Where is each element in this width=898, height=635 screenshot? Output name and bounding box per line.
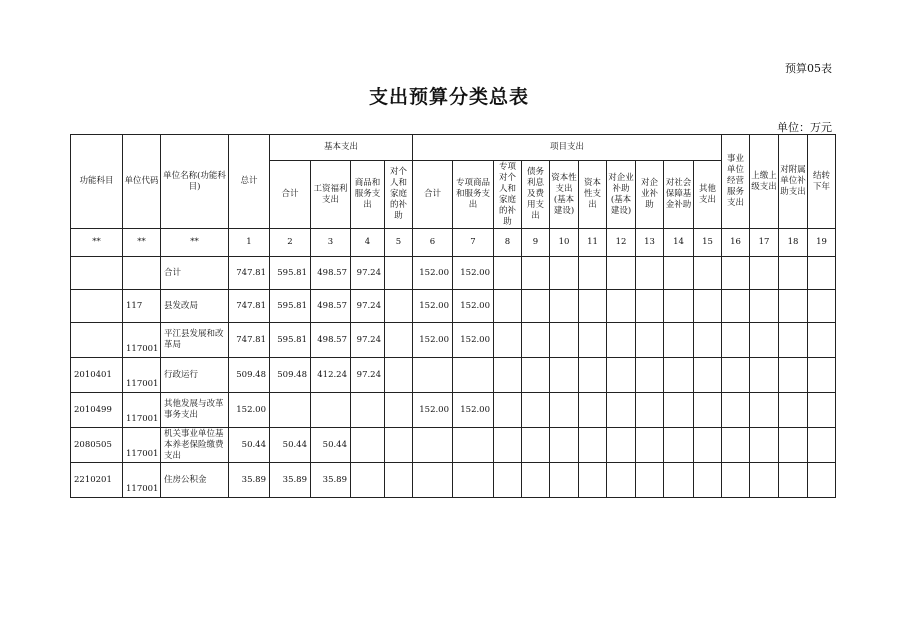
cell-total: 747.81 [229,290,270,323]
cell-b-sub: 35.89 [270,463,311,498]
cell-empty [550,257,579,290]
cell-empty [808,257,836,290]
cell-b-sub: 595.81 [270,323,311,358]
cell-name: 行政运行 [161,358,229,393]
cell-p-sub: 152.00 [413,257,453,290]
cell-empty [694,393,722,428]
header-project-enterprise-build: 对企业补助(基本建设) [607,161,636,229]
cell-func: 2210201 [71,463,123,498]
cell-empty [694,358,722,393]
cell-empty [385,358,413,393]
cell-empty [579,358,607,393]
cell-empty [722,393,750,428]
cell-empty [636,257,664,290]
cell-empty [385,290,413,323]
header-basic-wages: 工资福利支出 [311,161,351,229]
cell-empty [664,358,694,393]
cell-empty [722,463,750,498]
cell-empty [694,323,722,358]
cell-empty [494,428,522,463]
cell-name: 平江县发展和改革局 [161,323,229,358]
cell-b-goods [351,428,385,463]
cell-b-sub: 50.44 [270,428,311,463]
cell-empty [550,428,579,463]
index-cell: 9 [522,229,550,257]
cell-code [123,257,161,290]
cell-name: 县发改局 [161,290,229,323]
cell-empty [750,257,779,290]
index-cell: 14 [664,229,694,257]
cell-empty [636,428,664,463]
header-project-goods: 专项商品和服务支出 [453,161,494,229]
header-upper: 上缴上级支出 [750,135,779,229]
cell-code: 117001 [123,323,161,358]
cell-empty [522,290,550,323]
cell-empty [522,393,550,428]
header-basic-goods: 商品和服务支出 [351,161,385,229]
cell-empty [694,428,722,463]
index-cell: 18 [779,229,808,257]
cell-empty [694,463,722,498]
table-row [71,463,836,498]
cell-empty [636,290,664,323]
cell-func [71,290,123,323]
cell-empty [750,393,779,428]
index-cell: 19 [808,229,836,257]
index-cell: 12 [607,229,636,257]
index-cell: ** [71,229,123,257]
index-cell: 10 [550,229,579,257]
cell-empty [722,358,750,393]
index-cell: 2 [270,229,311,257]
doc-number: 预算05表 [785,62,832,75]
cell-empty [607,358,636,393]
cell-empty [722,257,750,290]
page-title: 支出预算分类总表 [368,86,529,108]
cell-empty [779,428,808,463]
cell-p-sub: 152.00 [413,393,453,428]
cell-empty [522,428,550,463]
cell-empty [385,323,413,358]
cell-name: 机关事业单位基本养老保险缴费支出 [161,428,229,463]
cell-empty [522,257,550,290]
cell-empty [694,290,722,323]
cell-total: 747.81 [229,257,270,290]
expenditure-table [70,134,836,498]
cell-b-wage: 498.57 [311,257,351,290]
header-basic-subsidy: 对个人和家庭的补助 [385,161,413,229]
index-cell: 15 [694,229,722,257]
cell-empty [579,257,607,290]
cell-empty [607,428,636,463]
cell-empty [494,393,522,428]
cell-empty [579,290,607,323]
header-project-social: 对社会保障基金补助 [664,161,694,229]
table-row [71,393,836,428]
cell-empty [494,358,522,393]
cell-p-goods: 152.00 [453,393,494,428]
cell-empty [607,290,636,323]
cell-empty [550,358,579,393]
cell-b-goods [351,393,385,428]
cell-empty [494,257,522,290]
table-row [71,290,836,323]
cell-code: 117 [123,290,161,323]
cell-empty [779,393,808,428]
cell-empty [385,463,413,498]
index-cell: 5 [385,229,413,257]
cell-empty [494,463,522,498]
cell-total: 152.00 [229,393,270,428]
cell-empty [664,290,694,323]
unit-label: 单位：万元 [777,121,832,134]
cell-empty [750,323,779,358]
cell-empty [779,323,808,358]
cell-func: 2010499 [71,393,123,428]
cell-empty [607,393,636,428]
cell-empty [664,463,694,498]
cell-code: 117001 [123,463,161,498]
cell-empty [779,290,808,323]
cell-p-goods: 152.00 [453,290,494,323]
cell-empty [779,463,808,498]
cell-p-sub [413,463,453,498]
cell-empty [808,428,836,463]
index-cell: ** [161,229,229,257]
cell-b-wage: 50.44 [311,428,351,463]
cell-empty [636,393,664,428]
header-func-subject: 功能科目 [71,135,123,229]
cell-empty [722,428,750,463]
header-project-enterprise: 对企业补助 [636,161,664,229]
cell-p-goods: 152.00 [453,323,494,358]
cell-name: 其他发展与改革事务支出 [161,393,229,428]
cell-empty [750,290,779,323]
cell-b-goods: 97.24 [351,257,385,290]
cell-empty [579,463,607,498]
cell-b-wage: 498.57 [311,323,351,358]
cell-total: 50.44 [229,428,270,463]
index-cell: 3 [311,229,351,257]
index-row [71,229,836,257]
cell-empty [522,463,550,498]
header-carry: 结转下年 [808,135,836,229]
index-cell: 1 [229,229,270,257]
index-cell: 17 [750,229,779,257]
cell-b-goods: 97.24 [351,358,385,393]
header-project-debt: 债务利息及费用支出 [522,161,550,229]
cell-b-goods: 97.24 [351,323,385,358]
cell-func [71,323,123,358]
header-project-group: 项目支出 [413,135,722,161]
header-project-other: 其他支出 [694,161,722,229]
cell-empty [722,323,750,358]
header-basic-group: 基本支出 [270,135,413,161]
cell-empty [494,323,522,358]
cell-empty [750,358,779,393]
header-basic-subtotal: 合计 [270,161,311,229]
cell-empty [494,290,522,323]
table-row [71,428,836,463]
index-cell: 6 [413,229,453,257]
cell-b-wage: 35.89 [311,463,351,498]
table-row [71,323,836,358]
index-cell: 7 [453,229,494,257]
cell-p-sub: 152.00 [413,323,453,358]
header-project-person: 专项对个人和家庭的补助 [494,161,522,229]
index-cell: 11 [579,229,607,257]
cell-empty [522,323,550,358]
cell-empty [664,323,694,358]
cell-empty [607,323,636,358]
cell-empty [550,290,579,323]
cell-empty [808,358,836,393]
cell-b-goods [351,463,385,498]
index-cell: 8 [494,229,522,257]
cell-p-goods [453,428,494,463]
cell-p-goods [453,358,494,393]
index-cell: ** [123,229,161,257]
cell-empty [722,290,750,323]
cell-name: 合计 [161,257,229,290]
cell-func: 2080505 [71,428,123,463]
cell-empty [808,323,836,358]
header-total: 总计 [229,135,270,229]
cell-empty [522,358,550,393]
cell-empty [808,463,836,498]
cell-empty [385,257,413,290]
cell-empty [385,393,413,428]
cell-empty [579,323,607,358]
cell-empty [636,463,664,498]
cell-empty [750,463,779,498]
index-cell: 16 [722,229,750,257]
cell-code: 117001 [123,393,161,428]
cell-b-goods: 97.24 [351,290,385,323]
cell-empty [779,257,808,290]
index-cell: 4 [351,229,385,257]
header-project-capital: 资本性支出 [579,161,607,229]
table-row [71,358,836,393]
cell-empty [636,358,664,393]
cell-empty [808,393,836,428]
cell-empty [385,428,413,463]
header-affiliated: 对附属单位补助支出 [779,135,808,229]
cell-b-sub: 509.48 [270,358,311,393]
cell-b-wage: 498.57 [311,290,351,323]
cell-empty [550,393,579,428]
header-unit-name: 单位名称(功能科目) [161,135,229,229]
cell-empty [579,428,607,463]
cell-total: 747.81 [229,323,270,358]
header-project-capital-build: 资本性支出(基本建设) [550,161,579,229]
cell-empty [750,428,779,463]
cell-p-goods [453,463,494,498]
cell-p-sub [413,428,453,463]
cell-empty [664,257,694,290]
cell-func: 2010401 [71,358,123,393]
header-project-subtotal: 合计 [413,161,453,229]
cell-b-sub: 595.81 [270,257,311,290]
header-unit-code: 单位代码 [123,135,161,229]
cell-b-sub [270,393,311,428]
cell-empty [664,393,694,428]
cell-empty [664,428,694,463]
cell-func [71,257,123,290]
cell-empty [607,257,636,290]
cell-total: 509.48 [229,358,270,393]
cell-empty [779,358,808,393]
cell-total: 35.89 [229,463,270,498]
header-business: 事业单位经营服务支出 [722,135,750,229]
cell-empty [607,463,636,498]
cell-b-wage: 412.24 [311,358,351,393]
cell-b-wage [311,393,351,428]
cell-name: 住房公积金 [161,463,229,498]
cell-code: 117001 [123,428,161,463]
cell-empty [694,257,722,290]
cell-empty [808,290,836,323]
cell-p-goods: 152.00 [453,257,494,290]
cell-empty [550,323,579,358]
cell-empty [550,463,579,498]
cell-empty [579,393,607,428]
cell-empty [636,323,664,358]
cell-p-sub [413,358,453,393]
cell-code: 117001 [123,358,161,393]
cell-b-sub: 595.81 [270,290,311,323]
index-cell: 13 [636,229,664,257]
table-row [71,257,836,290]
cell-p-sub: 152.00 [413,290,453,323]
